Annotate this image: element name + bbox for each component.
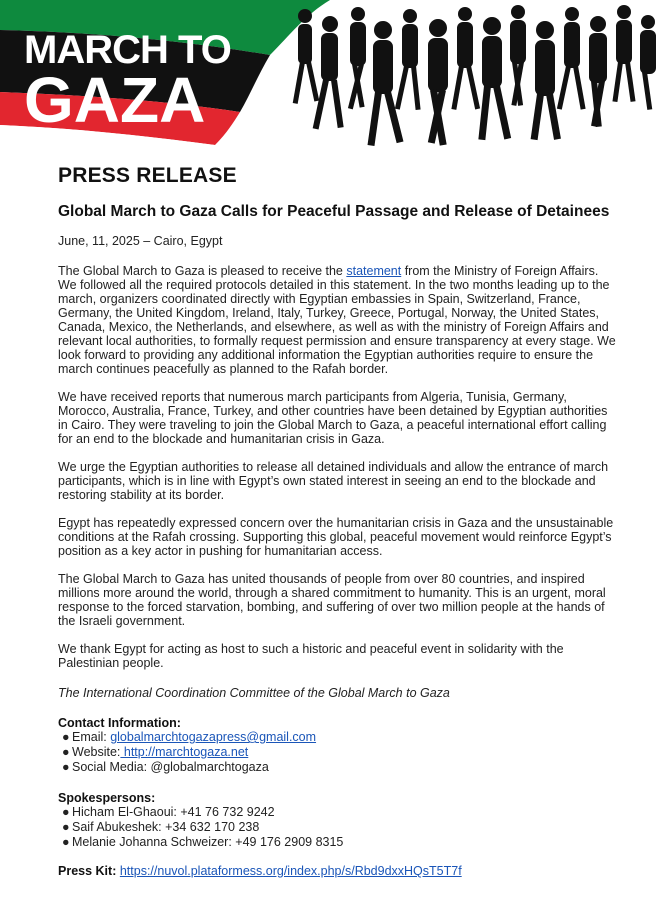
header-banner xyxy=(0,0,660,160)
spokesperson-item xyxy=(58,805,618,820)
spokesperson-text: Saif Abukeshek: +34 632 170 238 xyxy=(72,820,260,834)
bullet-icon: ● xyxy=(62,760,70,774)
spokespersons-list xyxy=(58,805,618,850)
logo-line2: GAZA xyxy=(24,64,206,136)
statement-link[interactable]: statement xyxy=(346,264,402,278)
contact-website-item xyxy=(58,745,618,760)
press-kit xyxy=(58,864,618,878)
website-label: Website: xyxy=(72,745,121,759)
press-release-body xyxy=(58,164,618,878)
bullet-icon: ● xyxy=(62,835,70,849)
spokesperson-text: Melanie Johanna Schweizer: +49 176 2909 8315 xyxy=(72,835,344,849)
contact-title: Contact Information: xyxy=(58,716,181,730)
contact-email-item xyxy=(58,730,618,745)
bullet-icon: ● xyxy=(62,820,70,834)
spokesperson-item xyxy=(58,835,618,850)
spokesperson-item xyxy=(58,820,618,835)
bullet-icon: ● xyxy=(62,805,70,819)
paragraph-1-text-a: The Global March to Gaza is pleased to receive the xyxy=(58,264,347,278)
paragraph-3: We urge the Egyptian authorities to release all detained individuals and allow the entrance of march participants, which is in line with Egypt’s own stated interest in seeing an end to the blockade and restoring stability at its border. xyxy=(58,460,609,502)
paragraph-1 xyxy=(58,264,618,376)
headline: Global March to Gaza Calls for Peaceful Passage and Release of Detainees xyxy=(58,203,610,220)
email-link[interactable]: globalmarchtogazapress@gmail.com xyxy=(110,730,317,744)
paragraph-2: We have received reports that numerous march participants from Algeria, Tunisia, Germany, Morocco, Australia, France, Turkey, and other countries have been detained by Egyptian authorities in Cairo. They were traveling to join the Global March to Gaza, a peaceful international effort calling for an end to the blockade and humanitarian crisis in Gaza. xyxy=(58,390,608,446)
marchers-silhouette xyxy=(293,5,656,146)
contact-social-item xyxy=(58,760,618,775)
signature: The International Coordination Committee of the Global March to Gaza xyxy=(58,686,450,700)
bullet-icon: ● xyxy=(62,745,70,759)
press-kit-link[interactable]: https://nuvol.plataformess.org/index.php/s/Rbd9dxxHQsT5T7f xyxy=(119,864,462,878)
spokesperson-text: Hicham El-Ghaoui: +41 76 732 9242 xyxy=(72,805,275,819)
logo-line1: MARCH TO xyxy=(24,28,231,72)
paragraph-5: The Global March to Gaza has united thousands of people from over 80 countries, and inspired millions more around the world, through a shared commitment to humanity. This is an urgent, moral response to the forced starvation, bombing, and suffering of over two million people at the hands of the Israeli government. xyxy=(58,572,606,628)
spokespersons-title: Spokespersons: xyxy=(58,791,156,805)
press-kit-label: Press Kit: xyxy=(58,864,117,878)
dateline: June, 11, 2025 – Cairo, Egypt xyxy=(58,234,223,248)
paragraph-4: Egypt has repeatedly expressed concern over the humanitarian crisis in Gaza and the unsustainable conditions at the Rafah crossing. Supporting this global, peaceful movement would reinforce Egypt’s position as a key actor in pushing for humanitarian access. xyxy=(58,516,614,558)
paragraph-1-text-b: from the Ministry of Foreign Affairs. We followed all the required protocols detailed in this statement. In the two months leading up to the march, organizers coordinated directly with Egyptian embassies in Spain, Switzerland, France, Germany, the United Kingdom, Ireland, Italy, Turkey, Greece, Portugal, Norway, the United States, Canada, Mexico, the Netherlands, and elsewhere, as well as with the ministry of Foreign Affairs and relevant local authorities, to formally request permission and ensure transparency at every stage. We look forward to providing any additional information the Egyptian authorities require to ensure the march continues peacefully as planned to the Rafah border. xyxy=(58,264,616,376)
paragraph-6: We thank Egypt for acting as host to such a historic and peaceful event in solidarity with the Palestinian people. xyxy=(58,642,564,670)
social-media-text: Social Media: @globalmarchtogaza xyxy=(72,760,269,774)
email-label: Email: xyxy=(72,730,111,744)
bullet-icon: ● xyxy=(62,730,70,744)
press-release-label: PRESS RELEASE xyxy=(58,164,237,187)
website-link[interactable]: http://marchtogaza.net xyxy=(120,745,249,759)
contact-list xyxy=(58,730,618,775)
